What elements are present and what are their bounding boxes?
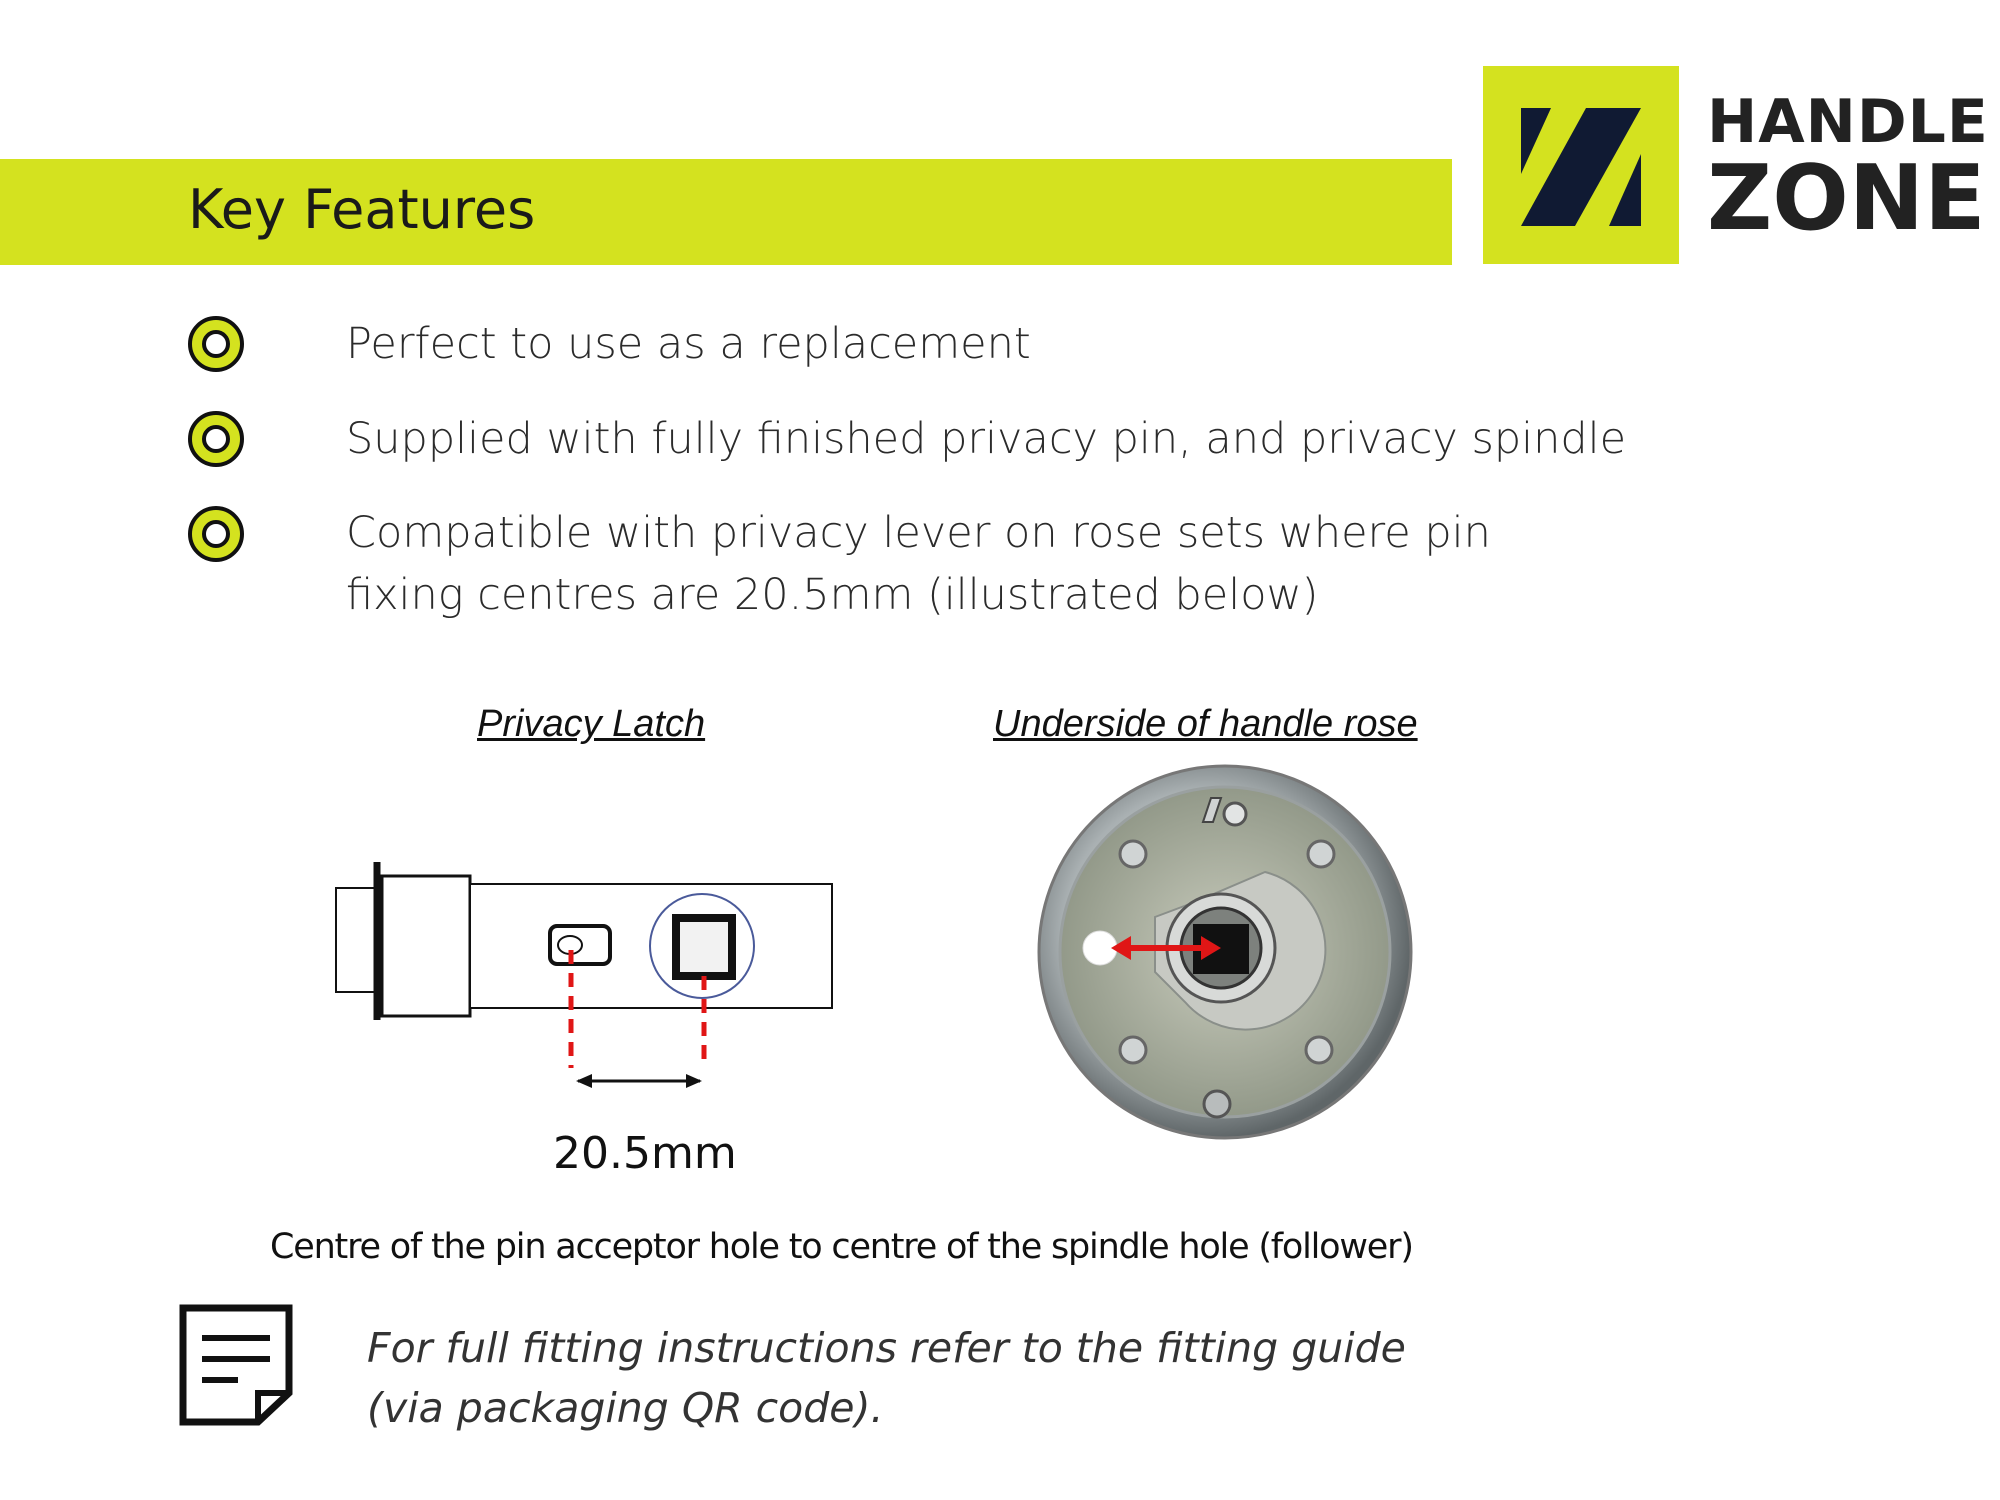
feature-item-3	[346, 502, 1491, 626]
privacy-latch-diagram	[320, 850, 860, 1114]
measurement-note: Centre of the pin acceptor hole to centre of the spindle hole (follower)	[270, 1227, 1413, 1267]
target-bullet-icon	[187, 410, 245, 468]
logo-wordmark	[1707, 87, 1989, 251]
feature-item-2: Supplied with fully finished privacy pin, and privacy spindle	[346, 414, 1627, 464]
target-bullet-icon	[187, 505, 245, 563]
target-bullet-icon	[187, 315, 245, 373]
page-title: Key Features	[188, 178, 536, 241]
rose-caption: Underside of handle rose	[993, 703, 1418, 745]
document-icon	[178, 1303, 296, 1431]
logo-mark	[1483, 66, 1679, 264]
logo-slash-icon	[1483, 66, 1679, 264]
bullet-icon-3	[187, 505, 245, 567]
fitting-guide-line-1: For full fitting instructions refer to the fitting guide	[367, 1324, 1406, 1372]
feature-item-3-line-1: Compatible with privacy lever on rose sets where pin	[346, 508, 1491, 558]
fitting-guide-note	[367, 1318, 1406, 1438]
logo-line-2: ZONE	[1707, 146, 1986, 251]
bullet-icon-1	[187, 315, 245, 377]
bullet-icon-2	[187, 410, 245, 472]
handle-rose-image	[1035, 762, 1415, 1146]
fitting-guide-line-2: (via packaging QR code).	[367, 1384, 884, 1432]
feature-item-3-line-2: fixing centres are 20.5mm (illustrated below)	[346, 570, 1319, 620]
latch-caption: Privacy Latch	[477, 703, 706, 745]
feature-item-1: Perfect to use as a replacement	[346, 319, 1031, 369]
measurement-label: 20.5mm	[553, 1128, 737, 1179]
logo-line-1: HANDLE	[1707, 87, 1989, 157]
